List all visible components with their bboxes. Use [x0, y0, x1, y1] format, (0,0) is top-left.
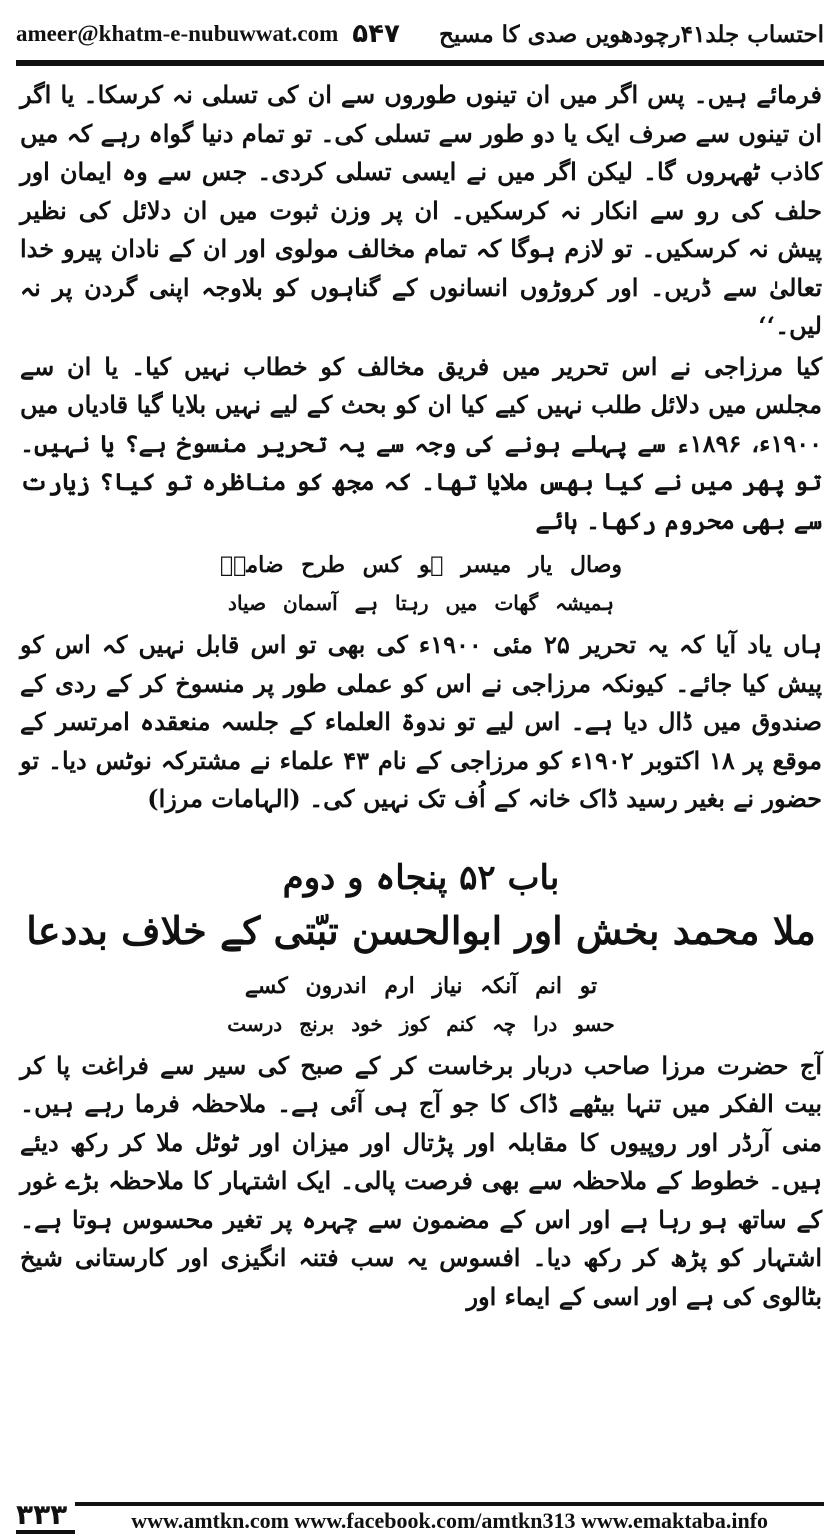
verse-line: تو انم آنکہ نیاز ارم اندرون کسے	[244, 972, 598, 999]
page-footer	[16, 1498, 824, 1534]
chapter-heading	[20, 853, 822, 959]
verse-line: حسو درا چہ کنم کوز خود برنج درست	[227, 1011, 615, 1036]
page-body	[20, 76, 822, 1316]
paragraph: ہاں یاد آیا کہ یہ تحریر ۲۵ مئی ۱۹۰۰ء کی بھی تو اس قابل نہیں کہ اس کو پیش کیا جائے۔ کیونکہ مرزاجی نے اس کو عملی طور پر منسوخ کر کے ردی کے صندوق میں ڈال دیا ہے۔ اس لیے تو ندوۃ العلماء کے جلسہ منعقدہ امرتسر کے موقع پر ۱۸ اکتوبر ۱۹۰۲ء کو مرزاجی کے نام ۴۳ علماء نے مشترکہ نوٹس دیا۔ تو حضور نے بغیر رسید ڈاک خانہ کے اُف تک نہیں کی۔ (الہامات مرزا)	[20, 630, 822, 813]
footer-page-number: ۳۳۳	[16, 1500, 75, 1534]
header-rule	[16, 60, 824, 66]
header-email: ameer@khatm-e-nubuwwat.com	[16, 21, 339, 46]
header-title: احتساب جلد۴۱رچودھویں صدی کا مسیح	[439, 20, 824, 48]
paragraph: فرمائے ہیں۔ پس اگر میں ان تینوں طوروں سے ان کی تسلی نہ کرسکا۔ یا اگر ان تینوں سے صرف ایک یا دو طور سے تسلی کی۔ تو تمام دنیا گواہ رہے کہ میں کاذب ٹھہروں گا۔ لیکن اگر میں نے ایسی تسلی کردی۔ جس سے وہ ایمان اور حلف کی رو سے انکار نہ کرسکیں۔ ان پر وزن ثبوت میں ان دلائل کی نظیر پیش نہ کرسکیں۔ تو لازم ہوگا کہ تمام مخالف مولوی اور ان کے نادان پیرو خدا تعالیٰ سے ڈریں۔ اور کروڑوں انسانوں کے گناہوں کو بلاوجہ اپنی گردن پر نہ لیں۔‘‘	[20, 80, 822, 340]
verse-line: وصال یار میسر ہو کس طرح ضامنؔ	[219, 552, 623, 578]
verse-block	[20, 546, 822, 622]
verse-line: ہمیشہ گھات میں رہتا ہے آسمان صیاد	[228, 591, 614, 615]
page-header	[16, 12, 824, 56]
paragraph: کیا مرزاجی نے اس تحریر میں فریق مخالف کو خطاب نہیں کیا۔ یا ان سے مجلس میں دلائل طلب نہیں کیے کیا ان کو بحث کے لیے نہیں بلایا گیا قادیاں میں ۱۹۰۰ء، ۱۸۹۶ء سے پہلے ہونے کی وجہ سے یہ تحریر منسوخ ہے؟ یا نہیں۔ تو پھر میں نے کیا بھس ملایا تھا۔ کہ مجھ کو مناظرہ تو کیا؟ زیارت سے بھی محروم رکھا۔ ہائے	[20, 351, 823, 535]
header-left	[16, 19, 400, 49]
header-page-number: ۵۴۷	[352, 19, 400, 49]
chapter-title: ملا محمد بخش اور ابوالحسن تبّتی کے خلاف بددعا	[26, 907, 816, 953]
chapter-number: باب ۵۲ پنجاہ و دوم	[282, 857, 560, 898]
footer-links: www.amtkn.com www.facebook.com/amtkn313 www.emaktaba.info	[75, 1502, 824, 1534]
paragraph: آج حضرت مرزا صاحب دربار برخاست کر کے صبح کی سیر سے فراغت پا کر بیت الفکر میں تنہا بیٹھے ڈاک کا جو آج ہی آئی ہے۔ ملاحظہ فرما رہے ہیں۔ منی آرڈر اور روپیوں کا مقابلہ اور پڑتال اور میزان اور ٹوٹل ملا کر رکھ دیئے ہیں۔ خطوط کے ملاحظہ سے بھی فرصت پالی۔ ایک اشتہار کا ملاحظہ بڑے غور کے ساتھ ہو رہا ہے اور اس کے مضمون سے چہرہ پر تغیر محسوس ہوتا ہے۔ اشتہار کو پڑھ کر رکھ دیا۔ افسوس یہ سب فتنہ انگیزی اور کارستانی شیخ بٹالوی کی ہے اور اسی کے ایماء اور	[20, 1050, 822, 1311]
verse-block	[20, 967, 822, 1043]
